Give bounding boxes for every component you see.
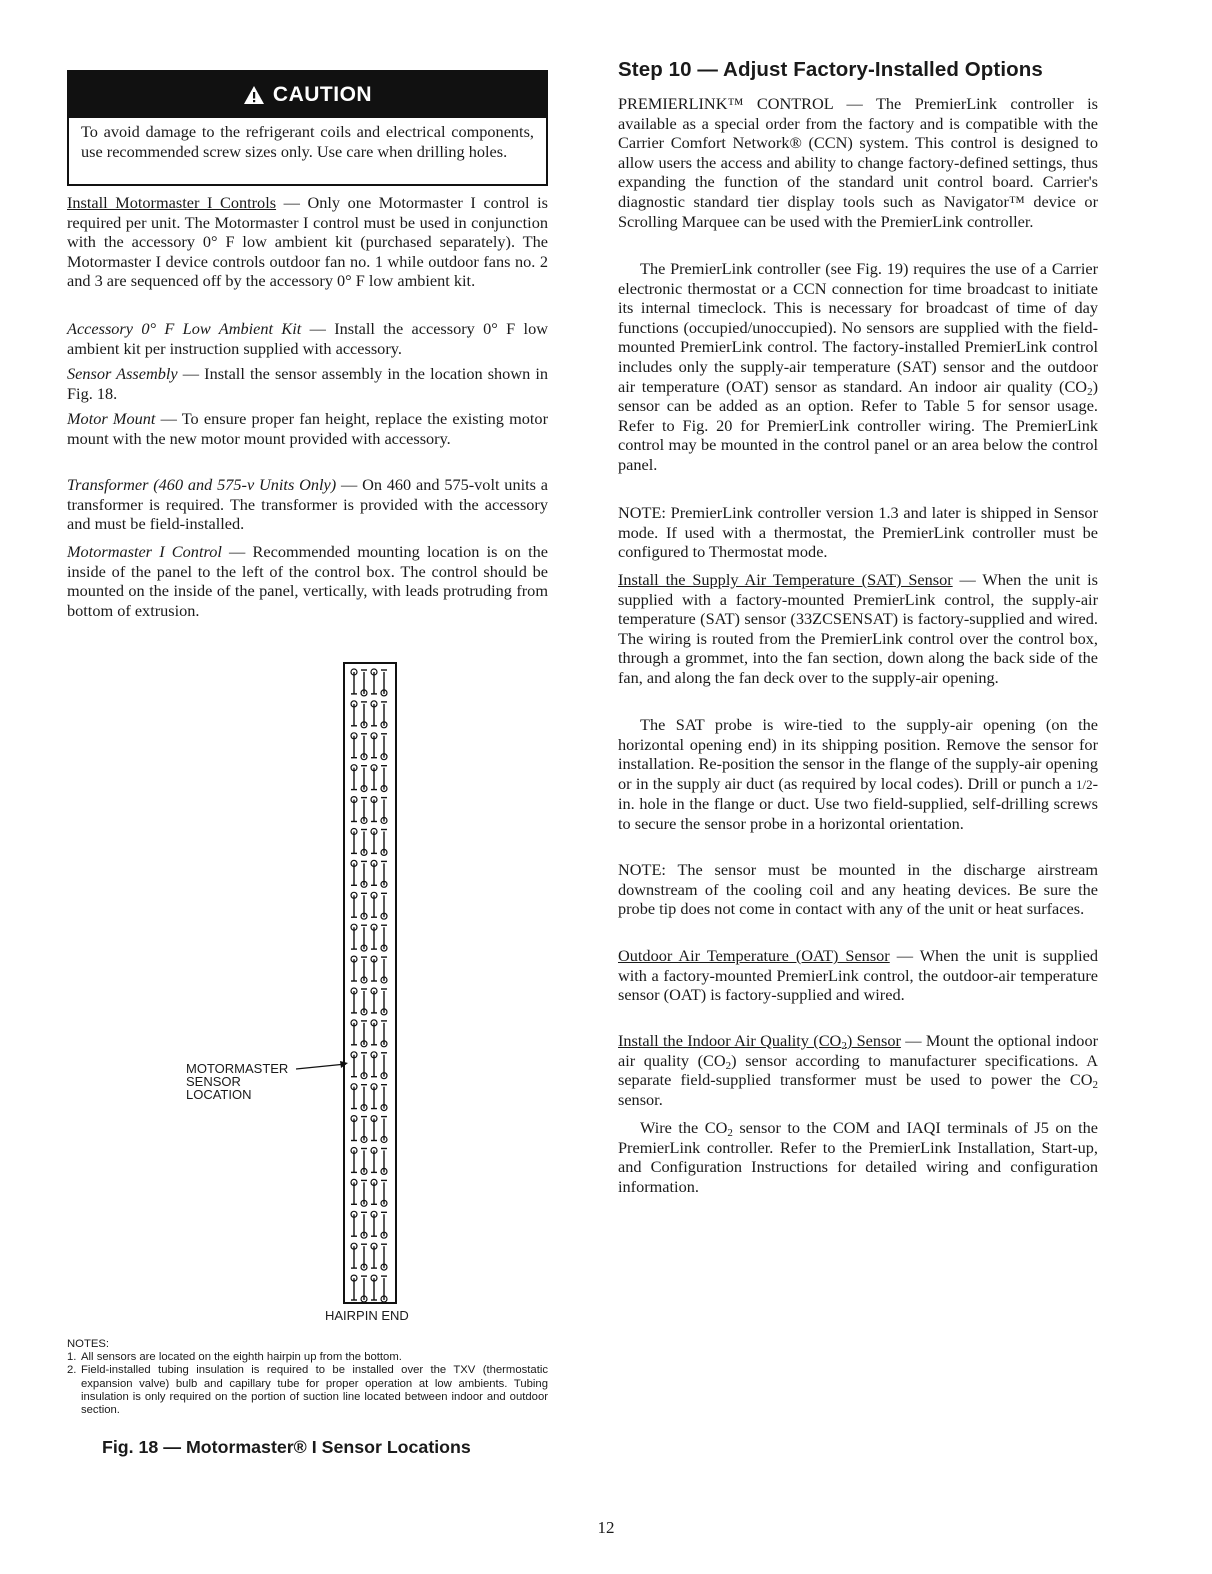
sat-sensor-paragraph [618, 570, 1098, 688]
hairpin-tube [381, 734, 387, 760]
hairpin-tube [361, 925, 367, 951]
sensor-mode-note: NOTE: PremierLink controller version 1.3 and later is shipped in Sensor mode. If used with a thermostat, the PremierLink controller must be configured to Thermostat mode. [618, 503, 1098, 562]
hairpin-tube [361, 670, 367, 696]
hairpin-tube [371, 1116, 377, 1141]
hairpin-tube [361, 766, 367, 792]
hairpin-tube [371, 797, 377, 822]
warning-triangle-icon [243, 85, 265, 105]
sat-probe-paragraph [618, 715, 1098, 834]
sensor-location-label [186, 1062, 288, 1101]
coil-hairpin-diagram [343, 662, 397, 1304]
hairpin-tube [381, 798, 387, 824]
notes-title: NOTES: [67, 1338, 110, 1350]
sensor-label-line2: SENSOR [186, 1074, 241, 1089]
iaq-sensor-paragraph [618, 1031, 1098, 1109]
wire-text-a: Wire the CO [640, 1118, 728, 1137]
hairpin-tube [361, 830, 367, 856]
oat-sensor-heading: Outdoor Air Temperature (OAT) Sensor [618, 946, 890, 965]
hairpin-tube [361, 1021, 367, 1047]
hairpin-tube [371, 669, 377, 694]
premierlink-text-b: ) sensor can be added as an option. Refer to Table 5 for sensor usage. Refer to Fig. 20 for PremierLink controller wiring. The PremierLink control may be mounted in the control panel or an area below the control panel. [618, 376, 1098, 474]
hairpin-tube [371, 956, 377, 981]
hairpin-tube [381, 1276, 387, 1302]
hairpin-tube [371, 860, 377, 885]
iaq-sensor-heading [618, 1031, 901, 1050]
wire-text-b: sensor to the COM and IAQI terminals of J5 on the PremierLink controller. Refer to the PremierLink Installation, Start-up, and Configuration Instructions for detailed wiring and configuration information. [618, 1118, 1099, 1196]
install-motormaster-text: — Only one Motormaster I control is required per unit. The Motormaster I control must be used in conjunction with the accessory 0° F low ambient kit (purchased separately). The Motormaster I device controls outdoor fan no. 1 while outdoor fans no. 2 and 3 are sequenced off by the accessory 0° F low ambient kit. [67, 193, 549, 291]
sensor-label-line1: MOTORMASTER [186, 1061, 289, 1076]
iaq-text-c: sensor. [618, 1089, 663, 1109]
hairpin-tube [361, 1180, 367, 1206]
hairpin-tube [381, 989, 387, 1015]
hairpin-tube [371, 765, 377, 790]
hairpin-tube [381, 1244, 387, 1270]
hairpin-tube [371, 829, 377, 854]
hairpin-tube [351, 765, 357, 790]
hairpin-tube [371, 1243, 377, 1268]
iaq-text-b: ) sensor according to manufacturer specifications. A separate field-supplied transformer must be used to power the CO [618, 1050, 1098, 1090]
iaq-heading-b: ) Sensor [846, 1031, 901, 1050]
hairpin-tube [361, 893, 367, 919]
hairpin-tube [371, 733, 377, 758]
hairpin-tube [351, 1243, 357, 1268]
hairpin-tube [381, 702, 387, 728]
co2-subscript: 2 [1087, 385, 1093, 398]
hairpin-tube [371, 1148, 377, 1173]
premierlink-text-a: The PremierLink controller (see Fig. 19) requires the use of a Carrier electronic thermostat or a CCN connection for time broadcast to initiate its internal timeclock. This is necessary for broadcast of time of day functions (occupied/unoccupied). No sensors are supplied with the field-mounted PremierLink control. The factory-installed PremierLink control includes only the supply-air temperature (SAT) sensor and the outdoor air temperature (OAT) sensor as standard. An indoor air quality (CO [618, 259, 1098, 396]
hairpin-tube [351, 1116, 357, 1141]
caution-box [67, 70, 548, 186]
hairpin-tube [371, 1211, 377, 1236]
low-ambient-kit-text: — Install the accessory 0° F low ambient kit per instruction supplied with accessory. [67, 319, 548, 358]
oat-sensor-paragraph [618, 946, 1098, 1005]
note-number: 1. [67, 1351, 77, 1364]
page-number: 12 [597, 1518, 615, 1537]
hairpin-tube [351, 829, 357, 854]
caution-text: To avoid damage to the refrigerant coils and electrical components, use recommended screw sizes only. Use care when drilling holes. [81, 122, 534, 161]
transformer-paragraph [67, 475, 548, 534]
hairpin-drawing [345, 664, 395, 1302]
hairpin-tube [381, 1180, 387, 1206]
hairpin-tube [351, 924, 357, 949]
sensor-label-line3: LOCATION [186, 1087, 252, 1102]
sat-probe-text-b: -in. hole in the flange or duct. Use two field-supplied, self-drilling screws to secure the sensor probe in a horizontal orientation. [618, 773, 1098, 833]
install-motormaster-heading: Install Motormaster I Controls [67, 193, 277, 212]
hairpin-tube [361, 1085, 367, 1111]
sat-sensor-text: — When the unit is supplied with a factory-mounted PremierLink control, the supply-air temperature (SAT) sensor (33ZCSENSAT) is factory-supplied and wired. The wiring is routed from the PremierLink control over the control box, through a grommet, into the fan section, down along the back side of the fan, and along the fan deck over to the supply-air opening. [618, 570, 1098, 687]
motor-mount-text: — To ensure proper fan height, replace the existing motor mount with the new motor mount provided with accessory. [67, 409, 548, 448]
hairpin-tube [361, 861, 367, 887]
hairpin-tube [371, 924, 377, 949]
sensor-leader-arrow [296, 1058, 352, 1078]
hairpin-tube [361, 734, 367, 760]
premierlink-controller-paragraph [618, 259, 1098, 475]
note-text: Field-installed tubing insulation is required to be installed over the TXV (thermostatic expansion valve) bulb and capillary tube for proper operation at low ambients. Tubing insulation is only required on the portion of suction line located between indoor and outdoor section. [81, 1364, 548, 1417]
hairpin-tube [371, 988, 377, 1013]
note-number: 2. [67, 1364, 77, 1377]
hairpin-tube [351, 669, 357, 694]
hairpin-tube [371, 1275, 377, 1300]
hairpin-tube [371, 1020, 377, 1045]
figure-caption: Fig. 18 — Motormaster® I Sensor Locations [102, 1437, 471, 1457]
hairpin-tube [351, 1020, 357, 1045]
transformer-heading: Transformer (460 and 575-v Units Only) [67, 475, 337, 494]
hairpin-tube [351, 956, 357, 981]
sat-sensor-heading: Install the Supply Air Temperature (SAT) Sensor [618, 570, 953, 589]
hairpin-end-label: HAIRPIN END [325, 1308, 409, 1323]
hairpin-tube [381, 670, 387, 696]
hairpin-tube [351, 1179, 357, 1204]
hairpin-tube [351, 892, 357, 917]
low-ambient-kit-paragraph [67, 319, 548, 358]
hairpin-tube [381, 861, 387, 887]
hairpin-tube [361, 1212, 367, 1238]
hairpin-tube [361, 957, 367, 983]
airstream-note: NOTE: The sensor must be mounted in the discharge airstream downstream of the cooling coil and any heating devices. Be sure the probe tip does not come in contact with any of the unit or heat surfaces. [618, 860, 1098, 919]
motor-mount-paragraph [67, 409, 548, 448]
hairpin-tube [381, 893, 387, 919]
hairpin-tube [381, 1117, 387, 1143]
wire-subscript: 2 [727, 1127, 733, 1139]
iaq-text-subscript-2: 2 [1092, 1079, 1098, 1092]
hairpin-tube [381, 1085, 387, 1111]
co2-wiring-paragraph [618, 1118, 1098, 1196]
hairpin-tube [361, 1117, 367, 1143]
install-motormaster-paragraph [67, 193, 548, 291]
hairpin-tube [381, 1149, 387, 1175]
hairpin-tube [371, 1179, 377, 1204]
hairpin-tube [361, 798, 367, 824]
transformer-text: — On 460 and 575-volt units a transformer is required. The transformer is provided with the accessory and must be field-installed. [67, 475, 549, 534]
hairpin-tube [351, 860, 357, 885]
half-inch-fraction: 1/2 [1075, 776, 1093, 792]
hairpin-tube [361, 702, 367, 728]
hairpin-tube [371, 892, 377, 917]
caution-title: CAUTION [272, 83, 373, 106]
low-ambient-kit-heading: Accessory 0° F Low Ambient Kit [67, 319, 302, 338]
caution-header [69, 72, 546, 118]
iaq-heading-subscript: 2 [841, 1040, 847, 1052]
motormaster-control-text: — Recommended mounting location is on the inside of the panel to the left of the control box. The control should be mounted on the inside of the panel, vertically, with leads protruding from bottom of extrusion. [67, 542, 548, 620]
motor-mount-heading: Motor Mount [67, 409, 156, 428]
hairpin-tube [351, 797, 357, 822]
note-text: All sensors are located on the eighth hairpin up from the bottom. [81, 1351, 402, 1364]
hairpin-tube [381, 830, 387, 856]
sat-probe-text-a: The SAT probe is wire-tied to the supply-air opening (on the horizontal opening end) in its shipping position. Remove the sensor for installation. Re-position the sensor in the flange of the supply-air opening or in the supply air duct (as required by local codes). Drill or punch a [618, 715, 1098, 793]
hairpin-tube [371, 1084, 377, 1109]
figure-notes [67, 1338, 548, 1417]
hairpin-tube [351, 988, 357, 1013]
hairpin-tube [361, 1244, 367, 1270]
premierlink-intro-paragraph: PREMIERLINK™ CONTROL — The PremierLink controller is available as a special order from the factory and is compatible with the Carrier Comfort Network® (CCN) system. This control is designed to allow users the access and ability to change factory-defined settings, thus expanding the function of the standard unit control board. Carrier's diagnostic standard tier display tools such as Navigator™ device or Scrolling Marquee can be used with the PremierLink controller. [618, 94, 1098, 231]
motormaster-control-paragraph [67, 542, 548, 620]
sensor-assembly-text: — Install the sensor assembly in the location shown in Fig. 18. [67, 364, 548, 403]
iaq-text-subscript: 2 [725, 1059, 732, 1072]
hairpin-tube [371, 1052, 377, 1077]
hairpin-tube [361, 989, 367, 1015]
hairpin-tube [351, 1148, 357, 1173]
hairpin-tube [351, 1275, 357, 1300]
hairpin-tube [381, 1212, 387, 1238]
hairpin-tube [361, 1276, 367, 1302]
iaq-text-a: — Mount the optional indoor air quality (CO [618, 1031, 1099, 1070]
step-title: Step 10 — Adjust Factory-Installed Options [618, 58, 1043, 81]
hairpin-tube [361, 1149, 367, 1175]
oat-sensor-text: — When the unit is supplied with a factory-mounted PremierLink control, the outdoor-air temperature sensor (OAT) is factory-supplied and wired. [618, 946, 1098, 1005]
note-item [67, 1351, 548, 1364]
hairpin-tube [381, 957, 387, 983]
hairpin-tube [351, 701, 357, 726]
hairpin-tube [381, 1053, 387, 1079]
hairpin-tube [351, 733, 357, 758]
sensor-assembly-paragraph [67, 364, 548, 403]
sensor-assembly-heading: Sensor Assembly [67, 364, 178, 383]
hairpin-tube [381, 925, 387, 951]
motormaster-control-heading: Motormaster I Control [67, 542, 222, 561]
note-item [67, 1364, 548, 1417]
hairpin-tube [371, 701, 377, 726]
hairpin-tube [351, 1084, 357, 1109]
hairpin-tube [381, 766, 387, 792]
hairpin-tube [361, 1053, 367, 1079]
hairpin-tube [381, 1021, 387, 1047]
hairpin-tube [351, 1211, 357, 1236]
iaq-heading-a: Install the Indoor Air Quality (CO [618, 1031, 842, 1050]
